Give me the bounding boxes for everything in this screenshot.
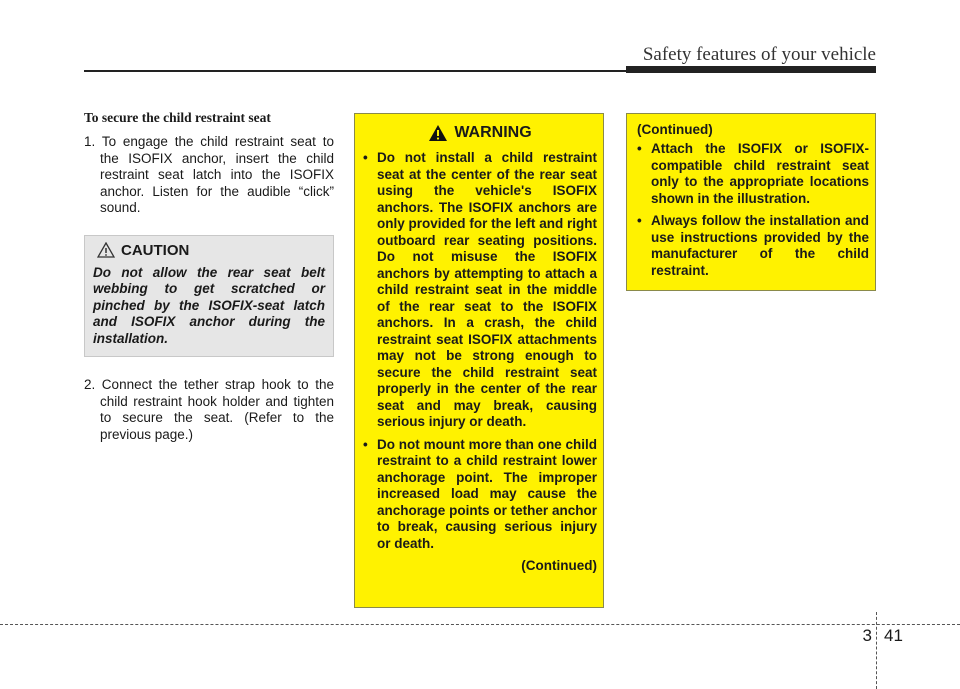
warning-title: WARNING — [454, 124, 532, 141]
continued-heading: (Continued) — [637, 122, 713, 137]
left-column — [84, 110, 334, 443]
page-number: 41 — [884, 626, 903, 645]
warning-item: • Do not install a child restraint seat at the center of the rear seat using the vehicle's ISOFIX anchors. The ISOFIX anchors are only provided for the left and right outboard rear seating positions. Do not misuse the ISOFIX anchors by attempting to attach a child restraint seat in the middle of the rear seat to the ISOFIX anchors. In a crash, the child restraint seat ISOFIX attachments may not be strong enough to secure the child restraint seat properly in the center of the rear seat and may break, causing serious injury or death. — [363, 150, 597, 429]
warning-list — [363, 150, 597, 552]
continued-item-text: Attach the ISOFIX or ISOFIX-compatible child restraint seat only to the appropriate locations shown in the illustration. — [651, 141, 869, 206]
warning-continued: (Continued) — [521, 558, 597, 573]
section-heading: To secure the child restraint seat — [84, 110, 271, 125]
header-rule-accent — [626, 66, 876, 73]
chapter-number: 3 — [862, 626, 872, 645]
warning-item: • Do not mount more than one child restraint to a child restraint lower anchorage point. The improper increased load may cause the anchorage points or tether anchor to break, causing serious injury or death. — [363, 436, 597, 551]
warning-item-text: Do not mount more than one child restraint to a child restraint lower anchorage point. The improper increased load may cause the anchorage points or tether anchor to break, causing serious injury or death. — [377, 436, 597, 551]
warning-box — [354, 113, 604, 608]
warning-header — [363, 124, 597, 142]
warning-icon — [428, 124, 448, 142]
continued-item-text: Always follow the installation and use instructions provided by the manufacturer of the child restraint. — [651, 213, 869, 278]
warning-item-text: Do not install a child restraint seat at the center of the rear seat using the vehicle's ISOFIX anchors. The ISOFIX anchors are only provided for the left and right outboard rear seating positions. Do not misuse the ISOFIX anchors by attempting to attach a child restraint seat in the middle of the rear seat to the ISOFIX anchors. In a crash, the child restraint seat ISOFIX attachments may not be strong enough to secure the child restraint seat properly in the center of the rear seat and may break, causing serious injury or death. — [377, 150, 597, 429]
step-1: 1. To engage the child restraint seat to the ISOFIX anchor, insert the child restraint seat latch into the ISOFIX anchor. Listen for the audible “click” sound. — [84, 134, 334, 215]
caution-title: CAUTION — [121, 241, 190, 259]
caution-icon — [97, 242, 115, 258]
continued-warning-box — [626, 113, 876, 291]
footer-rule — [0, 624, 960, 625]
caution-text: Do not allow the rear seat belt webbing to get scratched or pinched by the ISOFIX-seat latch and ISOFIX anchor during the installation. — [93, 264, 325, 346]
footer-divider — [876, 612, 877, 689]
continued-item: • Always follow the installation and use instructions provided by the manufacturer of the child restraint. — [637, 213, 869, 278]
continued-item: • Attach the ISOFIX or ISOFIX-compatible child restraint seat only to the appropriate locations shown in the illustration. — [637, 141, 869, 206]
caution-box — [84, 235, 334, 358]
step-2: 2. Connect the tether strap hook to the child restraint hook holder and tighten to secure the seat. (Refer to the previous page.) — [84, 377, 334, 442]
header-title: Safety features of your vehicle — [642, 44, 876, 65]
caution-header — [97, 242, 325, 259]
continued-list — [637, 141, 869, 279]
